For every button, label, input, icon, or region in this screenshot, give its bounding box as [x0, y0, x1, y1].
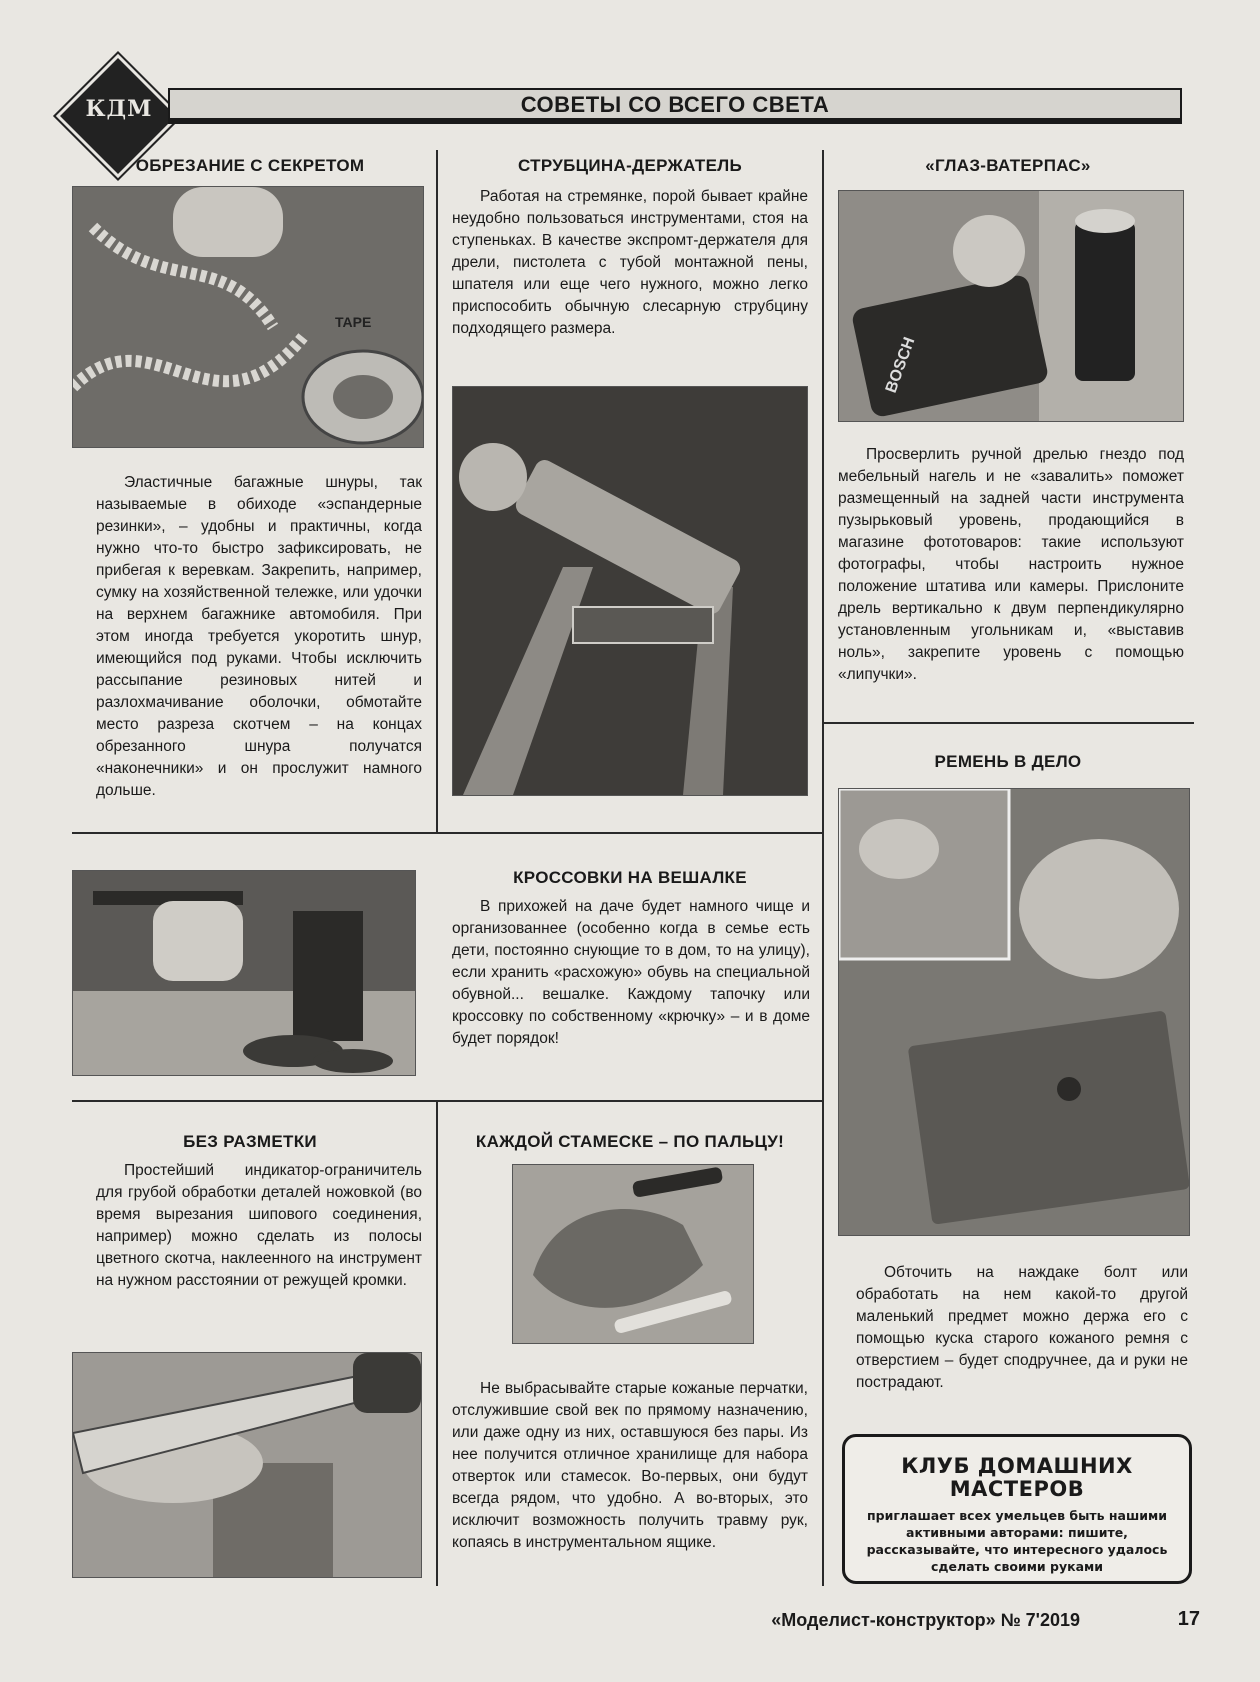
article-text: Обточить на наждаке болт или обработать на нем какой-то другой маленький предмет можно держа его с помощью куска старого кожаного ремня с отверстием – будет сподручнее, да и руки не пострадают. [856, 1264, 1188, 1391]
article-body [452, 896, 810, 1050]
photo-drill-level [838, 190, 1184, 422]
cord-tape-illustration [73, 187, 423, 447]
article-text: Не выбрасывайте старые кожаные перчатки, отслужившие свой век по прямому назначению, или даже одну из них, оставшуюся без пары. Из нее получится отличное хранилище для набора отверток или стамесок. Во-первых, они будут всегда рядом, что удобно. А во-вторых, это исключит возможность получить травму рук, копаясь в инструментальном ящике. [452, 1380, 808, 1551]
magazine-issue: «Моделист-конструктор» № 7'2019 [771, 1610, 1080, 1630]
article-body [96, 1160, 422, 1292]
column-divider [822, 150, 824, 1586]
article-heading: КРОССОВКИ НА ВЕШАЛКЕ [513, 868, 747, 887]
club-title-line2: МАСТЕРОВ [949, 1477, 1085, 1501]
logo-text: КДМ [85, 96, 153, 122]
photo-label: TAPE [335, 314, 372, 330]
photo-glove-chisels [512, 1164, 754, 1344]
article-text: Эластичные багажные шнуры, так называемые в обиходе «эспандерные резинки», – удобны и практичны, когда нужно что-то быстро зафиксировать, не прибегая к веревкам. Закрепить, например, сумку на хозяйственной тележке, или удочки на верхнем багажнике автомобиля. При этом иногда требуется укоротить шнур, имеющийся под руками. Чтобы исключить рассыпание резиновых нитей и разлохмачивание оболочки, обмотайте место разреза скотчем – на концах обрезанного шнура получатся «наконечники» и он прослужит намного дольше. [96, 474, 422, 799]
row-divider [72, 832, 824, 834]
glove-chisels-illustration [513, 1165, 753, 1343]
drill-level-illustration [839, 191, 1183, 421]
club-announcement [842, 1434, 1192, 1584]
saw-tape-illustration [73, 1353, 421, 1577]
article-heading: СТРУБЦИНА-ДЕРЖАТЕЛЬ [518, 156, 742, 175]
article-body [838, 444, 1184, 686]
article-body [452, 186, 808, 340]
article-body [96, 472, 422, 802]
belt-grinder-illustration [839, 789, 1189, 1235]
article-text: Просверлить ручной дрелью гнездо под мебельный нагель и не «завалить» поможет размещенный на задней части инструмента пузырьковый уровень, продающийся в магазине фототоваров: такие используют фотографы, чтобы настроить нужное положение штатива или камеры. Прислоните дрель вертикально к двум перпендикулярно установленным угольникам и, «выставив ноль», закрепите уровень с помощью «липучки». [838, 446, 1184, 683]
photo-shoe-rack [72, 870, 416, 1076]
column-divider [436, 150, 438, 834]
column-divider [436, 1102, 438, 1586]
row-divider [72, 1100, 824, 1102]
article-heading: РЕМЕНЬ В ДЕЛО [934, 752, 1082, 771]
club-text: приглашает всех умельцев быть нашими активными авторами: пишите, рассказывайте, что интересного удалось сделать своими руками [866, 1508, 1168, 1574]
article-text: В прихожей на даче будет намного чище и организованнее (особенно когда в семье есть дети, постоянно снующие то в дом, то на улицу), если хранить «расхожую» обувь на специальной обувной... вешалке. Каждому тапочку или кроссовку по собственному «крючку» – и в доме будет порядок! [452, 898, 810, 1047]
article-body [856, 1262, 1188, 1394]
page-title: СОВЕТЫ СО ВСЕГО СВЕТА [520, 92, 830, 117]
row-divider [822, 722, 1194, 724]
clamp-ladder-illustration [453, 387, 807, 795]
photo-saw-tape [72, 1352, 422, 1578]
photo-belt-grinder [838, 788, 1190, 1236]
article-text: Простейший индикатор-ограничитель для грубой обработки деталей ножовкой (во время вырезания шипового соединения, например) можно сделать из полосы цветного скотча, наклеенного на инструмент на нужном расстоянии от режущей кромки. [96, 1162, 422, 1289]
article-text: Работая на стремянке, порой бывает крайне неудобно пользоваться инструментами, стоя на ступеньках. В качестве экспромт-держателя для дрели, пистолета с тубой монтажной пены, шпателя или еще чего нужного, можно легко приспособить обычную слесарную струбцину подходящего размера. [452, 188, 808, 337]
article-heading: БЕЗ РАЗМЕТКИ [183, 1132, 317, 1151]
article-heading: «ГЛАЗ-ВАТЕРПАС» [925, 156, 1091, 175]
photo-clamp-ladder [452, 386, 808, 796]
shoe-rack-illustration [73, 871, 415, 1075]
article-heading: ОБРЕЗАНИЕ С СЕКРЕТОМ [135, 156, 365, 175]
page-number: 17 [1177, 1608, 1200, 1630]
article-heading: КАЖДОЙ СТАМЕСКЕ – ПО ПАЛЬЦУ! [475, 1132, 785, 1151]
photo-label: BOSCH [882, 335, 919, 396]
photo-cord-tape [72, 186, 424, 448]
club-title-line1: КЛУБ ДОМАШНИХ [901, 1454, 1133, 1478]
article-body [452, 1378, 808, 1554]
